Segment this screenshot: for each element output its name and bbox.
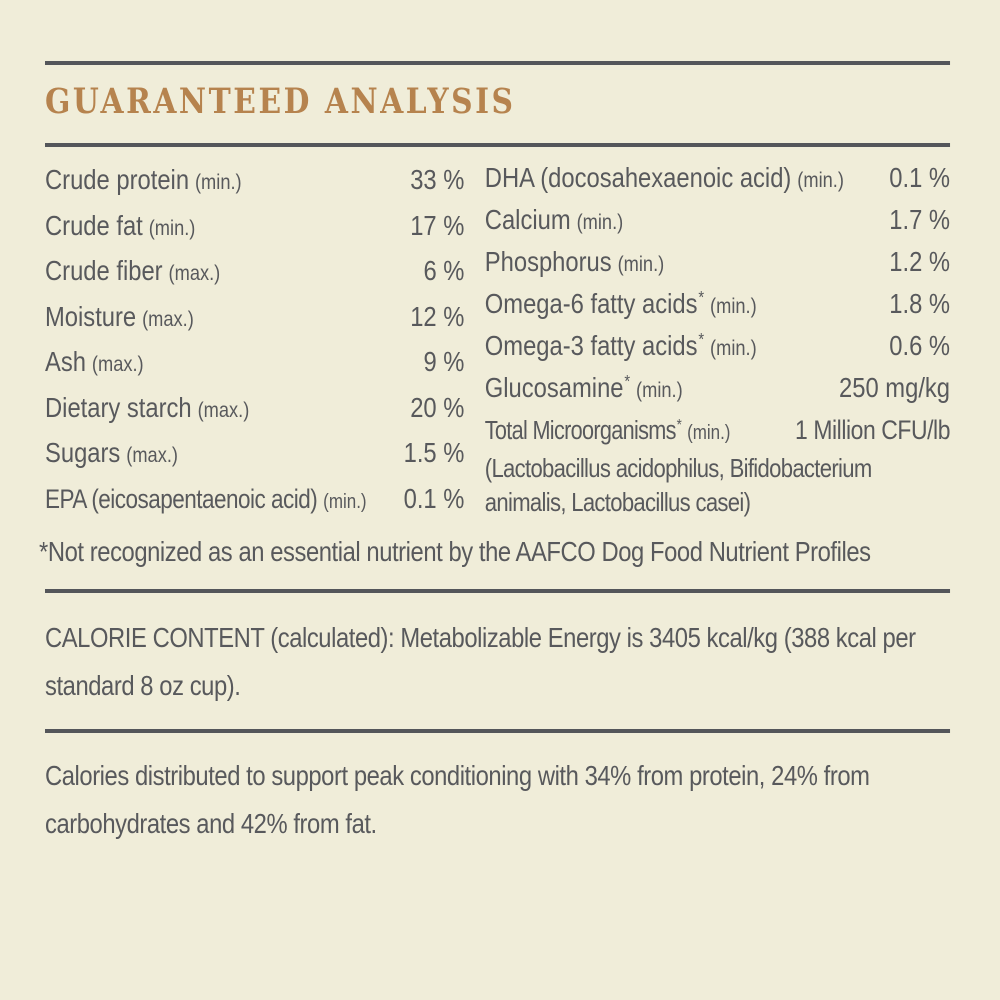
- nutrient-qualifier: (min.): [617, 252, 665, 276]
- nutrient-qualifier: (min.): [576, 210, 624, 234]
- nutrient-qualifier: (min.): [710, 294, 757, 318]
- asterisk-marker: *: [698, 286, 705, 307]
- nutrient-row: [45, 294, 464, 340]
- divider-calorie-content: [45, 589, 950, 593]
- nutrient-table: [45, 157, 950, 521]
- nutrient-qualifier: (max.): [142, 306, 194, 331]
- nutrient-value: 0.6 %: [889, 330, 951, 361]
- divider-top: [45, 61, 950, 65]
- guaranteed-analysis-panel: [39, 0, 951, 848]
- nutrient-qualifier: (max.): [126, 443, 178, 467]
- nutrient-value: 33 %: [410, 164, 465, 195]
- nutrient-row: [485, 283, 950, 325]
- microorganism-species-note: (Lactobacillus acidophilus, Bifidobacterium animalis, Lactobacillus casei): [484, 453, 872, 517]
- nutrient-row: [45, 157, 464, 203]
- divider-calorie-distribution: [45, 729, 950, 733]
- nutrient-qualifier: (max.): [197, 397, 250, 422]
- nutrient-name: Ash: [45, 346, 86, 377]
- nutrient-qualifier: (min.): [687, 422, 731, 444]
- asterisk-marker: *: [698, 328, 705, 349]
- nutrient-column-right: [485, 157, 950, 521]
- nutrient-qualifier: (max.): [91, 352, 144, 376]
- nutrient-row: [45, 476, 464, 522]
- nutrient-qualifier: (max.): [168, 261, 221, 285]
- nutrient-name: Calcium: [484, 204, 571, 235]
- calorie-distribution-text: Calories distributed to support peak conditioning with 34% from protein, 24% from carbohydrates and 42% from fat.: [45, 760, 870, 839]
- nutrient-value: 6 %: [423, 255, 465, 286]
- nutrient-row: [45, 248, 464, 294]
- nutrient-value: 1.5 %: [403, 437, 465, 468]
- calorie-content-text: CALORIE CONTENT (calculated): Metabolizable Energy is 3405 kcal/kg (388 kcal per standard 8 oz cup).: [45, 622, 916, 701]
- nutrient-row: [45, 385, 464, 431]
- nutrient-name: Crude protein: [45, 164, 190, 195]
- asterisk-marker: *: [676, 416, 682, 434]
- nutrient-name: Sugars: [45, 437, 121, 468]
- nutrient-value: 12 %: [410, 300, 465, 332]
- aafco-footnote: *Not recognized as an essential nutrient by the AAFCO Dog Food Nutrient Profiles: [39, 536, 871, 567]
- nutrient-column-left: [45, 157, 464, 521]
- nutrient-name: Total Microorganisms*: [484, 416, 682, 445]
- nutrient-row: [485, 241, 950, 283]
- nutrient-name: Omega-6 fatty acids*: [484, 286, 705, 319]
- nutrient-value: 20 %: [410, 391, 465, 423]
- divider-under-title: [45, 143, 950, 147]
- nutrient-name: Moisture: [45, 300, 137, 332]
- nutrient-value: 17 %: [410, 209, 465, 241]
- nutrient-name: Crude fiber: [45, 255, 163, 286]
- nutrient-value: 250 mg/kg: [839, 372, 951, 403]
- nutrient-row: [45, 339, 464, 385]
- nutrient-name: Dietary starch: [45, 391, 192, 423]
- nutrient-row: [45, 430, 464, 476]
- nutrient-row: [45, 203, 464, 249]
- nutrient-name: Omega-3 fatty acids*: [484, 328, 705, 361]
- nutrient-qualifier: (min.): [148, 215, 196, 240]
- nutrient-name: Glucosamine*: [484, 370, 631, 403]
- nutrient-qualifier: (min.): [797, 168, 844, 192]
- nutrient-name: Crude fat: [45, 209, 143, 241]
- nutrient-value: 0.1 %: [403, 482, 465, 514]
- nutrient-value: 1 Million CFU/lb: [795, 415, 951, 445]
- nutrient-value: 1.8 %: [889, 288, 951, 319]
- nutrient-value: 0.1 %: [889, 162, 951, 193]
- nutrient-value: 1.7 %: [889, 204, 951, 235]
- nutrient-qualifier: (min.): [323, 490, 367, 513]
- nutrient-row: [485, 325, 950, 367]
- nutrient-value: 9 %: [423, 346, 465, 377]
- nutrient-value: 1.2 %: [889, 246, 951, 277]
- nutrient-name: Phosphorus: [484, 246, 612, 277]
- nutrient-row: [485, 157, 950, 199]
- nutrient-qualifier: (min.): [194, 170, 242, 194]
- section-title: GUARANTEED ANALYSIS: [45, 81, 516, 122]
- nutrient-row: [485, 367, 950, 409]
- nutrient-name: EPA (eicosapentaenoic acid): [45, 483, 318, 514]
- nutrient-row: [485, 409, 950, 451]
- nutrient-qualifier: (min.): [636, 378, 683, 402]
- nutrient-qualifier: (min.): [710, 336, 757, 360]
- nutrient-row: [485, 199, 950, 241]
- asterisk-marker: *: [624, 370, 631, 391]
- nutrient-name: DHA (docosahexaenoic acid): [484, 162, 792, 193]
